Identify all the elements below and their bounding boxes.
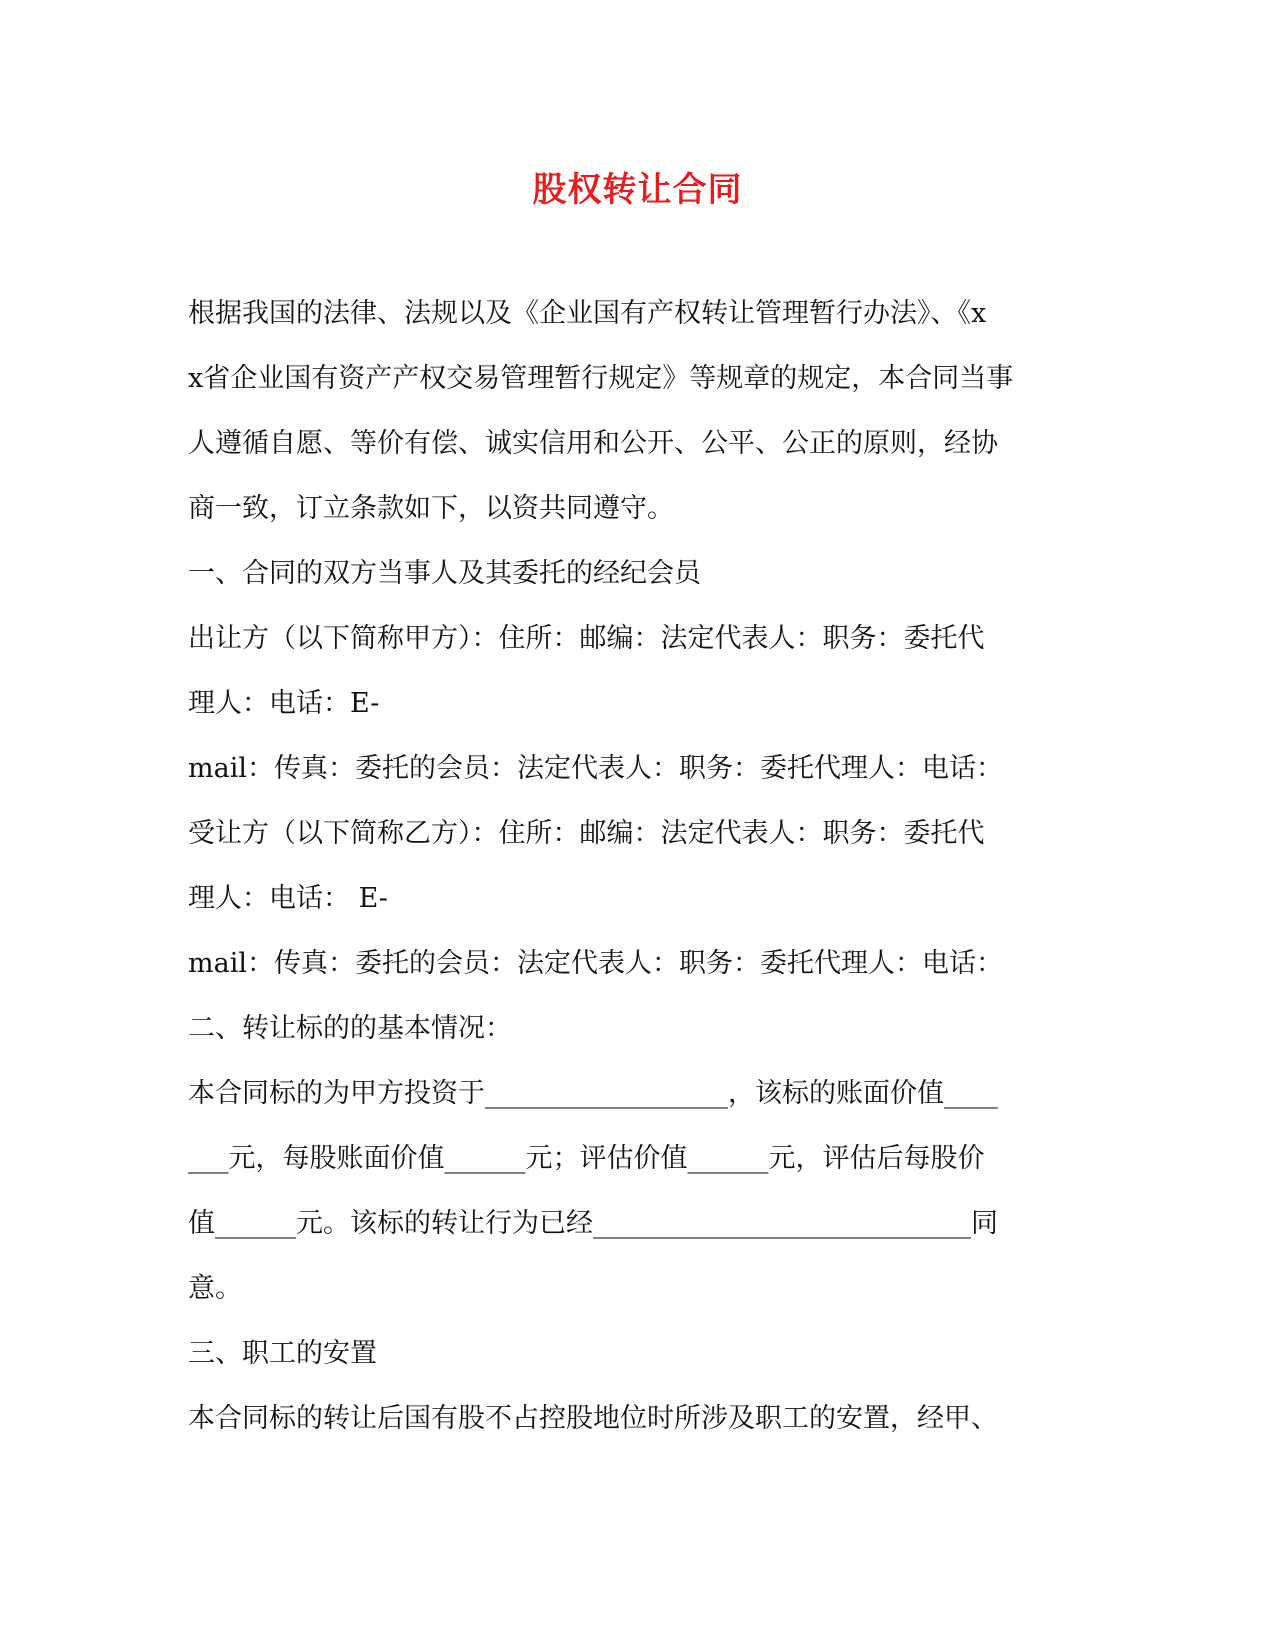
body-line: 本合同标的转让后国有股不占控股地位时所涉及职工的安置，经甲、	[188, 1403, 998, 1434]
body-line: mail：传真：委托的会员：法定代表人：职务：委托代理人：电话：	[188, 753, 1003, 784]
section-heading-1: 一、合同的双方当事人及其委托的经纪会员	[188, 558, 701, 589]
body-line: 意。	[188, 1273, 242, 1304]
body-line: mail：传真：委托的会员：法定代表人：职务：委托代理人：电话：	[188, 948, 1003, 979]
body-line: 本合同标的为甲方投资于__________________，该标的账面价值____	[188, 1078, 998, 1109]
section-heading-2: 二、转让标的的基本情况：	[188, 1013, 512, 1044]
document-body	[188, 281, 1088, 1451]
body-line: 受让方（以下简称乙方）：住所：邮编：法定代表人：职务：委托代	[188, 818, 985, 849]
document-title: 股权转让合同	[532, 170, 743, 210]
body-line: ___元，每股账面价值______元；评估价值______元，评估后每股价	[188, 1143, 985, 1174]
body-line: 人遵循自愿、等价有偿、诚实信用和公开、公平、公正的原则，经协	[188, 428, 998, 459]
body-line: 出让方（以下简称甲方）：住所：邮编：法定代表人：职务：委托代	[188, 623, 985, 654]
body-line: 根据我国的法律、法规以及《企业国有产权转让管理暂行办法》、《x	[188, 298, 987, 329]
body-line: 理人：电话： E-	[188, 883, 388, 914]
section-heading-3: 三、职工的安置	[188, 1338, 377, 1369]
body-line: 理人：电话：E-	[188, 688, 380, 719]
body-line: x省企业国有资产产权交易管理暂行规定》等规章的规定，本合同当事	[188, 363, 1014, 394]
body-line: 值______元。该标的转让行为已经____________________________同	[188, 1208, 998, 1239]
body-line: 商一致，订立条款如下，以资共同遵守。	[188, 493, 674, 524]
